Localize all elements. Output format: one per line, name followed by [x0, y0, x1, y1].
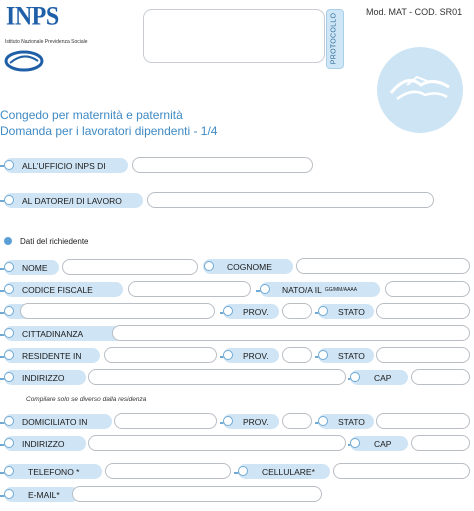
cap1-input[interactable] — [411, 369, 470, 385]
cap1-label: CAP — [350, 370, 408, 385]
email-input[interactable] — [72, 486, 322, 502]
stato1-input[interactable] — [376, 303, 470, 319]
datore-label: AL DATORE/I DI LAVORO — [4, 193, 143, 208]
cittadinanza-input[interactable] — [112, 325, 470, 341]
domicile-note: Compilare solo se diverso dalla residenza — [26, 396, 147, 403]
section-bullet — [4, 237, 12, 245]
prov2-label: PROV. — [223, 348, 279, 363]
cellulare-label: CELLULARE* — [238, 464, 330, 479]
cittadinanza-label: CITTADINANZA — [4, 326, 124, 341]
stato3-label: STATO — [318, 414, 374, 429]
telefono-input[interactable] — [105, 463, 231, 479]
cap2-label: CAP — [350, 436, 408, 451]
stato2-label: STATO — [318, 348, 374, 363]
indirizzo1-label: INDIRIZZO — [4, 370, 86, 385]
residente-label: RESIDENTE IN — [4, 348, 100, 363]
datore-input[interactable] — [147, 192, 434, 208]
nato-il-label — [260, 282, 380, 297]
page-subtitle: Domanda per i lavoratori dipendenti - 1/4 — [0, 124, 218, 138]
indirizzo2-label: INDIRIZZO — [4, 436, 86, 451]
cognome-label: COGNOME — [203, 259, 293, 274]
stato3-input[interactable] — [376, 413, 470, 429]
protocol-box — [143, 9, 325, 63]
cellulare-input[interactable] — [333, 463, 470, 479]
ufficio-input[interactable] — [132, 157, 313, 173]
nato-il-input[interactable] — [385, 281, 470, 297]
cap2-input[interactable] — [411, 435, 470, 451]
nome-input[interactable] — [62, 259, 198, 275]
prov3-label: PROV. — [223, 414, 279, 429]
nome-label: NOME — [4, 260, 59, 275]
residente-input[interactable] — [104, 347, 217, 363]
form-code: Mod. MAT - COD. SR01 — [366, 7, 463, 17]
section-title: Dati del richiedente — [20, 237, 89, 246]
stato1-label: STATO — [318, 304, 374, 319]
page-title: Congedo per maternità e paternità — [0, 108, 183, 122]
stamp-seal-icon — [377, 47, 463, 133]
prov3-input[interactable] — [282, 413, 312, 429]
inps-logo: INPS — [6, 2, 59, 32]
date-format-hint: GG/MM/AAAA — [324, 286, 358, 293]
codice-fiscale-label: CODICE FISCALE — [4, 282, 123, 297]
prov1-label: PROV. — [223, 304, 279, 319]
telefono-label: TELEFONO * — [4, 464, 102, 479]
luogo-nascita-input[interactable] — [20, 303, 215, 319]
domiciliato-label: DOMICILIATO IN — [4, 414, 112, 429]
inps-logo-subtitle: Istituto Nazionale Previdenza Sociale — [5, 39, 88, 45]
protocol-label: PROTOCOLLO — [330, 12, 338, 64]
stato2-input[interactable] — [376, 347, 470, 363]
cognome-input[interactable] — [296, 258, 470, 274]
indirizzo2-input[interactable] — [88, 435, 346, 451]
email-label: E-MAIL* — [4, 487, 79, 502]
prov2-input[interactable] — [282, 347, 312, 363]
domiciliato-input[interactable] — [114, 413, 217, 429]
prov1-input[interactable] — [282, 303, 312, 319]
nato-il-text: NATO/A IL — [282, 284, 322, 295]
ufficio-label: ALL’UFFICIO INPS DI — [4, 158, 128, 173]
inps-emblem-icon — [4, 49, 44, 78]
indirizzo1-input[interactable] — [88, 369, 346, 385]
codice-fiscale-input[interactable] — [128, 281, 251, 297]
